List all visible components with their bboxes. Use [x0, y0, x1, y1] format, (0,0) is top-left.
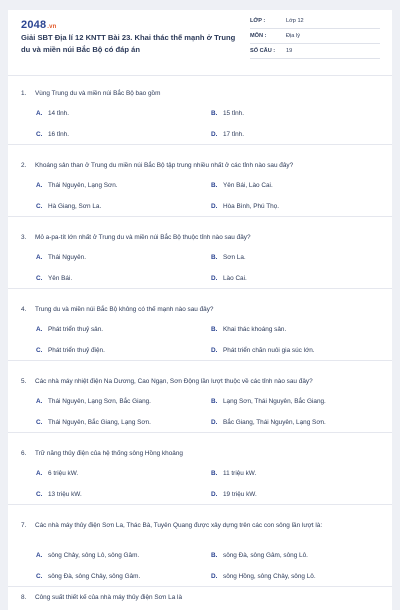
document-header	[8, 10, 392, 76]
option-text: Thái Nguyên, Lạng Sơn.	[48, 182, 118, 189]
meta-label: LỚP :	[250, 18, 266, 24]
option-letter: A.	[36, 254, 43, 261]
option-b[interactable]	[211, 254, 246, 261]
option-letter: A.	[36, 326, 43, 333]
meta-label: MÔN :	[250, 33, 267, 39]
option-text: Phát triển thuỷ điện.	[48, 347, 105, 354]
question-stem	[21, 88, 371, 99]
question-text: Vùng Trung du và miền núi Bắc Bộ bao gồm	[35, 90, 161, 97]
option-letter: C.	[36, 347, 43, 354]
option-letter: D.	[211, 203, 218, 210]
meta-label: SỐ CÂU :	[250, 48, 276, 54]
meta-box	[250, 14, 380, 59]
question-number: 2.	[21, 162, 27, 169]
option-text: 15 tỉnh.	[223, 110, 244, 117]
option-a[interactable]	[36, 552, 139, 559]
option-letter: B.	[211, 398, 218, 405]
option-letter: B.	[211, 552, 218, 559]
option-text: Yên Bái, Lào Cai.	[223, 182, 273, 189]
option-d[interactable]	[211, 347, 315, 354]
option-letter: A.	[36, 552, 43, 559]
option-c[interactable]	[36, 491, 82, 498]
question-text: Công suất thiết kế của nhà máy thủy điện Sơn La là	[35, 594, 183, 601]
option-b[interactable]	[211, 398, 326, 405]
option-letter: C.	[36, 203, 43, 210]
question-stem	[21, 304, 371, 315]
divider	[8, 504, 392, 505]
option-c[interactable]	[36, 573, 140, 580]
option-c[interactable]	[36, 419, 151, 426]
option-c[interactable]	[36, 203, 101, 210]
question-text: Trữ năng thủy điện của hệ thống sông Hồng khoảng	[35, 450, 183, 457]
option-text: Hà Giang, Sơn La.	[48, 203, 102, 210]
question-text: Trung du và miền núi Bắc Bộ không có thế mạnh nào sau đây?	[35, 306, 214, 313]
question-number: 8.	[21, 594, 27, 601]
option-d[interactable]	[211, 419, 326, 426]
option-letter: B.	[211, 182, 218, 189]
option-text: sông Đà, sông Gâm, sông Lô.	[223, 552, 308, 559]
divider	[8, 586, 392, 587]
option-b[interactable]	[211, 470, 256, 477]
option-letter: D.	[211, 419, 218, 426]
option-text: Hòa Bình, Phú Thọ.	[223, 203, 280, 210]
question-text: Các nhà máy thủy điện Sơn La, Thác Bà, Tuyên Quang được xây dựng trên các con sông lần lượt là:	[35, 522, 323, 529]
meta-row-subject	[250, 29, 380, 44]
option-text: sông Hồng, sông Chảy, sông Lô.	[223, 573, 316, 580]
question-number: 7.	[21, 522, 27, 529]
option-text: sông Chảy, sông Lô, sông Gâm.	[48, 552, 140, 559]
question-stem	[21, 376, 371, 387]
option-a[interactable]	[36, 326, 103, 333]
option-a[interactable]	[36, 254, 86, 261]
option-a[interactable]	[36, 110, 69, 117]
option-text: Sơn La.	[223, 254, 246, 261]
option-d[interactable]	[211, 275, 247, 282]
option-text: Phát triển thuỷ sản.	[48, 326, 104, 333]
option-c[interactable]	[36, 275, 72, 282]
option-text: Yên Bái.	[48, 275, 73, 282]
option-a[interactable]	[36, 182, 118, 189]
question-stem	[21, 448, 371, 459]
option-letter: B.	[211, 470, 218, 477]
option-c[interactable]	[36, 347, 105, 354]
document-page	[8, 10, 392, 610]
option-letter: A.	[36, 470, 43, 477]
option-letter: B.	[211, 254, 218, 261]
option-text: Thái Nguyên, Bắc Giang, Lạng Sơn.	[48, 419, 151, 426]
option-letter: B.	[211, 326, 218, 333]
page-title: Giải SBT Địa lí 12 KNTT Bài 23. Khai thác thế mạnh ở Trung du và miền núi Bắc Bộ có đáp án	[21, 33, 236, 54]
option-text: 19 triệu kW.	[223, 491, 257, 498]
meta-row-count	[250, 44, 380, 59]
logo-text: 2048	[21, 19, 47, 31]
option-d[interactable]	[211, 491, 257, 498]
option-d[interactable]	[211, 203, 279, 210]
option-letter: B.	[211, 110, 218, 117]
meta-value: Lớp 12	[286, 18, 304, 24]
option-letter: A.	[36, 398, 43, 405]
option-a[interactable]	[36, 398, 151, 405]
option-text: sông Đà, sông Chảy, sông Gâm.	[48, 573, 141, 580]
divider	[8, 432, 392, 433]
option-text: Thái Nguyên.	[48, 254, 87, 261]
question-number: 1.	[21, 90, 27, 97]
option-letter: C.	[36, 275, 43, 282]
meta-value: 19	[286, 48, 293, 54]
option-d[interactable]	[211, 131, 244, 138]
option-letter: D.	[211, 573, 218, 580]
option-text: Lào Cai.	[223, 275, 247, 282]
logo-suffix: .vn	[47, 24, 57, 30]
option-text: Thái Nguyên, Lạng Sơn, Bắc Giang.	[48, 398, 151, 405]
option-letter: D.	[211, 491, 218, 498]
option-letter: A.	[36, 182, 43, 189]
option-letter: A.	[36, 110, 43, 117]
site-logo[interactable]	[21, 19, 57, 31]
divider	[8, 216, 392, 217]
option-b[interactable]	[211, 552, 308, 559]
option-text: Bắc Giang, Thái Nguyên, Lạng Sơn.	[223, 419, 326, 426]
question-number: 6.	[21, 450, 27, 457]
question-text: Mỏ a-pa-tít lớn nhất ở Trung du và miền núi Bắc Bộ thuộc tỉnh nào sau đây?	[35, 234, 251, 241]
option-letter: D.	[211, 347, 218, 354]
divider	[8, 144, 392, 145]
question-text: Khoáng sản than ở Trung du miền núi Bắc Bộ tập trung nhiều nhất ở các tỉnh nào sau đây?	[35, 162, 294, 169]
divider	[8, 360, 392, 361]
option-b[interactable]	[211, 110, 244, 117]
option-b[interactable]	[211, 182, 273, 189]
question-stem	[21, 160, 371, 171]
option-text: 13 triệu kW.	[48, 491, 82, 498]
option-letter: D.	[211, 131, 218, 138]
option-letter: C.	[36, 573, 43, 580]
question-stem	[21, 520, 371, 531]
option-a[interactable]	[36, 470, 78, 477]
option-text: 16 tỉnh.	[48, 131, 69, 138]
option-letter: D.	[211, 275, 218, 282]
option-text: Khai thác khoáng sản.	[223, 326, 287, 333]
question-number: 3.	[21, 234, 27, 241]
option-text: 17 tỉnh.	[223, 131, 244, 138]
question-number: 5.	[21, 378, 27, 385]
option-letter: C.	[36, 131, 43, 138]
option-c[interactable]	[36, 131, 69, 138]
question-text: Các nhà máy nhiệt điện Na Dương, Cao Ngạn, Sơn Động lần lượt thuộc về các tỉnh nào sau đây?	[35, 378, 313, 385]
option-text: 6 triệu kW.	[48, 470, 79, 477]
option-letter: C.	[36, 419, 43, 426]
option-letter: C.	[36, 491, 43, 498]
option-text: 11 triệu kW.	[223, 470, 257, 477]
question-stem	[21, 232, 371, 243]
meta-value: Địa lý	[286, 33, 300, 39]
meta-row-class	[250, 14, 380, 29]
question-stem	[21, 592, 371, 603]
question-number: 4.	[21, 306, 27, 313]
option-d[interactable]	[211, 573, 316, 580]
option-text: Lạng Sơn, Thái Nguyên, Bắc Giang.	[223, 398, 326, 405]
option-text: Phát triển chăn nuôi gia súc lớn.	[223, 347, 315, 354]
option-text: 14 tỉnh.	[48, 110, 69, 117]
option-b[interactable]	[211, 326, 286, 333]
divider	[8, 288, 392, 289]
